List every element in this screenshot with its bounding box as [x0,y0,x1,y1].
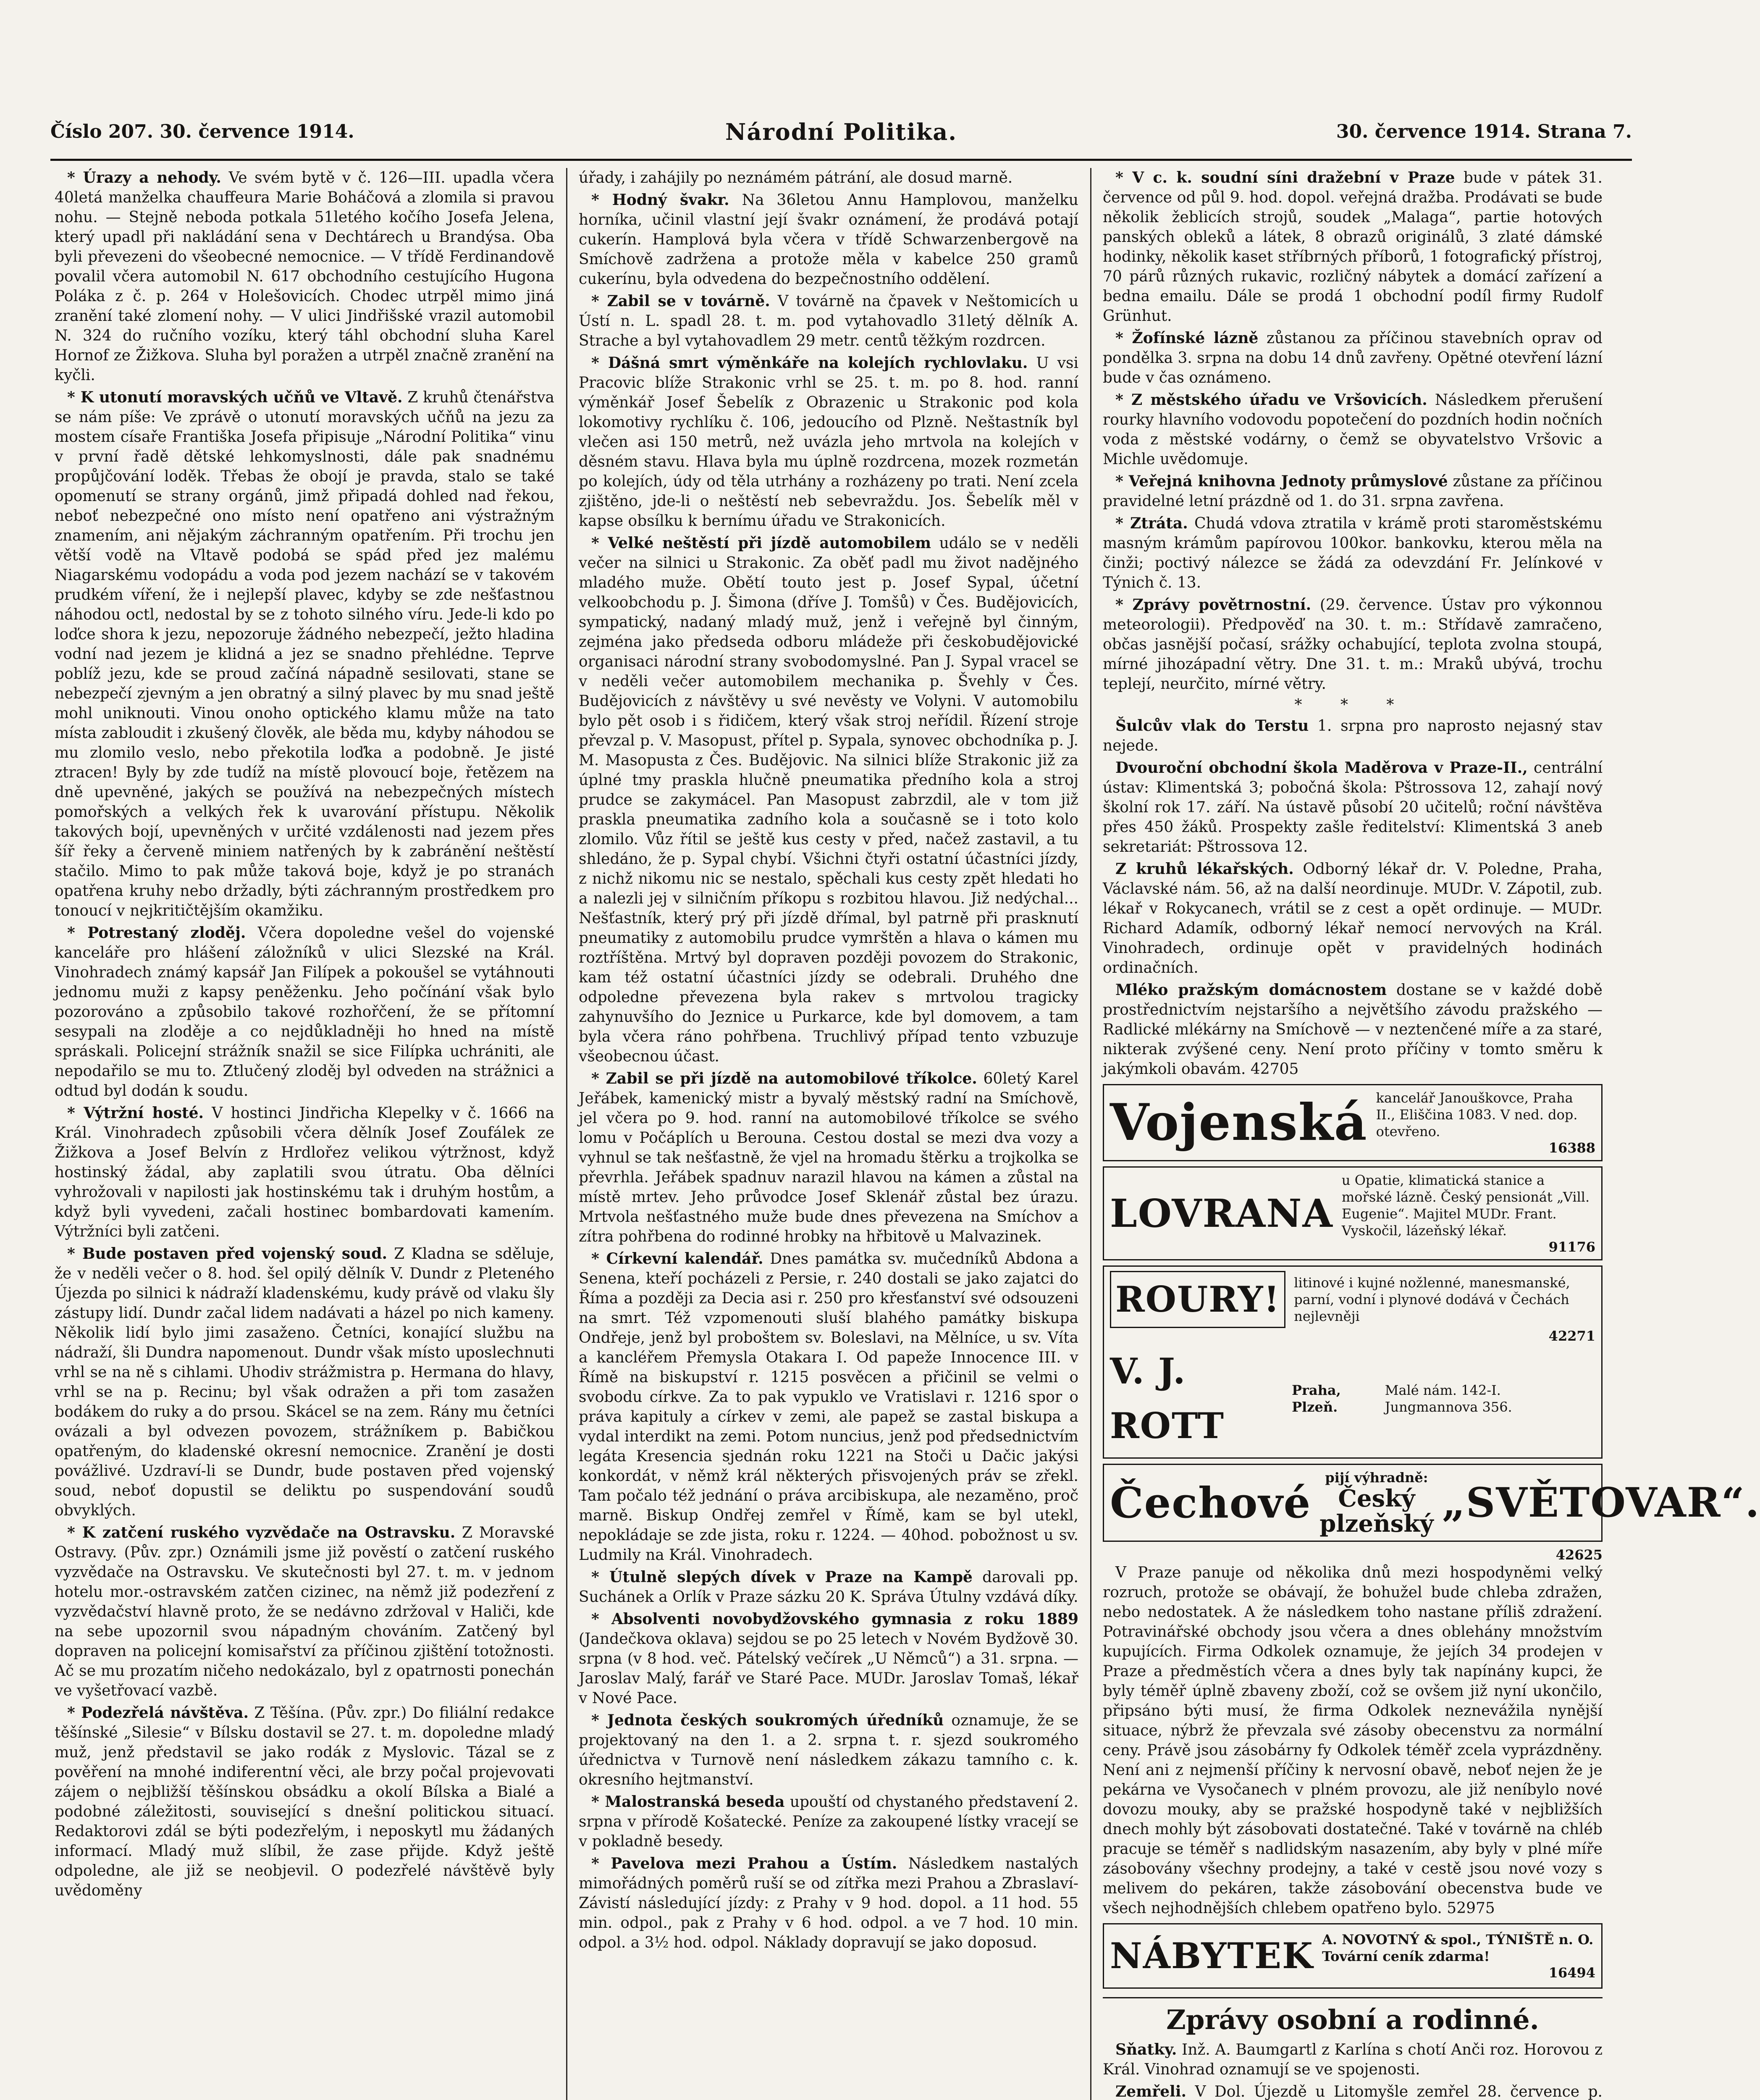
article [1103,758,1603,857]
ad-text: u Opatie, klimatická stanice a mořské lázně. Český pensionát „Vill. Eugenie“. Majitel MUDr. Frant. Vyskočil, lázeňský lékař. [1341,1172,1590,1239]
article [1103,2040,1603,2079]
article [579,1711,1078,1790]
article [1103,514,1603,593]
article-body: zůstanou za příčinou stavebních oprav od pondělka 3. srpna na dobu 14 dnů zavřeny. Opětné otevření lázní bude v čas oznámeno. [1103,330,1603,386]
article [1103,472,1603,511]
masthead [50,113,1632,161]
ad-title: ROURY! [1110,1271,1285,1328]
ad-roury [1103,1265,1603,1459]
page-info: 30. července 1914. Strana 7. [1336,121,1632,142]
article-headline: * Ztráta. [1115,514,1188,532]
article [1103,390,1603,469]
personal-items [1103,2040,1603,2100]
article [579,168,1078,188]
article-body: V hostinci Jindřicha Klepelky v č. 1666 na Král. Vinohradech způsobili včera dělník Josef Zoufálek ze Žižkova a Josef Belvín z Hrdlořez velikou výtržnost, když hostinský žádal, aby zaplatili svou útratu. Oba dělníci vyhrožovali v napilosti jak hostinskému tak i druhým hostům, a když byli vyvedeni, začali hostinec bombardovati kamením. Výtržníci byli zatčeni. [55,1105,554,1240]
article-body: U vsi Pracovic blíže Strakonic vrhl se 25. t. m. po 8. hod. ranní výměnkář Josef Šebelík z Obrazenic u Strakonic pod kola lokomotivy rychlíku č. 106, jedoucího od Plzně. Neštastník byl vlečen asi 150 metrů, než uvázla jeho mrtvola na kolejích v děsném stavu. Hlava byla mu úplně rozdrcena, mozek rozmetán po kolejích, údy od těla utrhány a rozházeny po trati. Není zcela zjištěno, jde-li o neštěstí neb sebevraždu. Jos. Šebelík měl v kapse obsílku k bernímu úřadu ve Strakonicích. [579,354,1078,530]
section-title: Zprávy osobní a rodinné. [1103,1997,1603,2036]
article-body: (29. července. Ústav pro výkonnou meteorologii). Předpověď na 30. t. m.: Střídavě zamračeno, občas jasnější počasí, srážky ochabující, teplota zvolna stoupá, mírné jihozápadní větry. Dne 31. t. m.: Mraků ubývá, trochu teplejí, neurčito, mírné větry. [1103,596,1603,693]
article-headline: * Absolventi novobydžovského gymnasia z roku 1889 [591,1610,1078,1628]
article-body: (Jandečkova oklava) sejdou se po 25 letech v Novém Bydžově 30. srpna (v 8 hod. več. Pátelský večírek „U Němců“) a 31. srpna. — Jaroslav Malý, farář ve Staré Pace. MUDr. Jaroslav Tomaš, lékař v Nové Pace. [579,1630,1078,1707]
article [579,1854,1078,1953]
article-body: Z kruhů čtenářstva se nám píše: Ve zprávě o utonutí moravských učňů na jezu za mostem císaře Františka Josefa připisuje „Národní Politika“ vinu v první řadě dětské lehkomyslnosti, dále pak snadnému propůjčování loděk. Třebas že obojí je pravda, stalo se také opomenutí se strany orgánů, jimž připadá dohled nad řekou, neboť nebezpečné ono místo není opatřeno ani výstražným znamením, ani nějakým záchranným opatřením. Při trochu jen větší vodě na Vltavě podobá se spád před jez malému Niagarskému vodopádu a voda pod jezem nachází se v takovém prudkém víření, že i nejlepší plavec, kdyby se zde nešťastnou náhodou octl, nedostal by se z tohoto silného víru. Jede-li kdo po loďce shora k jezu, nepozoruje žádného nebezpečí, ježto hladina vodní nad jezem je klidná a jez se snadno přehlédne. Teprve poblíž jezu, kde se proud začíná nápadně sesilovati, stane se nebezpečí zjevným a jen obratný a silný plavec by mu snad ještě mohl uniknouti. Vinou onoho optického klamu může na tato místa zabloudit i zkušený člověk, ale běda mu, kdyby náhodou se mu zlomilo veslo, nebo překotila loďka a podobně. Je jisté ztracen! Byly by zde tudíž na místě plovoucí boje, řetězem na dně upevněné, jakých se používá na nebezpečných místech pomořských a velkých řek k uvarování přístupu. Několik takových bojí, upevněných v určité vzdálenosti nad jezem přes šíř řeky a červeně miniem natřených by k zabránění neštěstí stačilo. Mimo to pak může taková boje, když je po stranách opatřena kruhy nebo držadly, býti záchranným prostředkem pro tonoucí v nejkritičtějším okamžiku. [55,389,554,919]
article-body: úřady, i zahájily po neznámém pátrání, ale dosud marně. [579,169,1013,186]
ad-number: 52975 [1447,1900,1495,1917]
ad-number: 16388 [1548,1140,1595,1156]
article [55,388,554,921]
article [55,1244,554,1520]
ad-text: kancelář Janouškovce, Praha II., Eliščina 1083. V ned. dop. otevřeno. [1376,1090,1578,1139]
article-body: Odborný lékař dr. V. Poledne, Praha, Václavské nám. 56, až na další neordinuje. MUDr. V. Zápotil, zub. lékař v Rokycanech, vrátil se z cest a opět ordinuje. — MUDr. Richard Adamík, odborný lékař nemocí nervových na Král. Vinohradech, ordinuje opět v pravidelných hodinách ordinačních. [1103,861,1603,976]
article-headline: * Žofínské lázně [1115,329,1259,347]
article-body: bude v pátek 31. července od půl 9. hod. dopol. veřejná dražba. Prodávati se bude několik žeblicích strojů, soudek „Malaga“, partie hotových panských obleků a látek, 8 obrazů originálů, 3 zlaté dámské hodinky, několik kaset stříbrných příborů, 1 fotografický přístroj, 70 párů různých rukavic, rozličný nábytek a domácí zařízení a bedna emailu. Dále se prodá 1 obchodní podíl firmy Rudolf Grünhut. [1103,169,1603,325]
article [579,190,1078,289]
article-odkolek [1103,1563,1603,1918]
article-headline: * Církevní kalendář. [591,1250,763,1268]
article-headline: * Zprávy povětrnostní. [1115,596,1311,614]
ad-text: A. NOVOTNÝ & spol., TÝNIŠTĚ n. O. Tovární ceník zdarma! [1322,1932,1594,1964]
article-body: upouští od chystaného představení 2. srpna v přírodě Košatecké. Peníze za zakoupené lístky vracejí se v pokladně besedy. [579,1793,1078,1850]
article-body: V Praze panuje od několika dnů mezi hospodyněmi velký rozruch, protože se obávají, že bohužel bude chleba zdražen, nebo nedostatek. A že následkem toho nastane příliš zdražení. Potravinářské obchody jsou včera a dnes oblehány množstvím kupujících. Firma Odkolek oznamuje, že jejích 34 prodejen v Praze a předměstích včera a dnes byly tak napínány kupci, že byly téměř úplně zbaveny zboží, což se ovšem již nyní ukončilo, připsáno býti musí, že firma Odkolek neznevážila nynější situace, nýbrž že převzala své zásoby obecenstvu za normální ceny. Právě jsou zásobárny fy Odkolek téměř zcela vyprázdněny. Není ani z nejmenší příčiny k nervosní obavě, neboť nejen že je pekárna ve Vysočanech v plném provozu, ale již neníbylo nové dovozu mouky, aby se pražské hospodyně také v nejbližších dnech mohly být zásobovati dostatečné. Také v továrně na chléb pracuje se téměř s nadlidským nasazením, aby byly v plné míře zásobovány všechny prodejny, a také v cestě jsou nové vozy s melivem do pekáren, takže zásobování obecenstva bude ve všech nejhodnějších chlebem opatřeno bylo. [1103,1564,1603,1917]
ad-nabytek [1103,1923,1603,1989]
article [579,1792,1078,1851]
article [579,353,1078,531]
article-body: V továrně na čpavek v Neštomicích u Ústí n. L. spadl 28. t. m. pod vytahovadlo 31letý dělník A. Strache a byl vytahovadlem 29 metr. centů těžkým rozdrcen. [579,293,1079,349]
article-headline: Sňatky. [1115,2041,1177,2058]
article [55,1103,554,1242]
column-1 [55,168,554,2100]
column-2 [579,168,1078,2100]
ad-number: 42705 [1250,1060,1299,1078]
article-headline: Dvouroční obchodní škola Maděrova v Praze-II., [1115,759,1528,777]
article-body: V Dol. Újezdě u Litomyšle zemřel 28. července p. [1195,2083,1603,2100]
article [579,533,1078,1066]
article-headline: * Zabil se v továrně. [591,292,770,310]
article [579,1567,1078,1607]
article [55,923,554,1101]
article [579,1609,1078,1708]
article-body: Z Moravské Ostravy. (Pův. zpr.) Oznámili jsme již pověstí o zatčení ruského vyzvědače na Ostravsku. Ve skutečnosti byl 27. t. m. v jednom hotelu mor.-ostravském zatčen cizinec, na němž již podezření z vyzvědačství hlavně proto, že se nedávno zdržoval v Haliči, kde na sebe upozornil svou nápadným chováním. Zatčený byl dopraven na policejní komisařství za příčinou zjištění totožnosti. Ač se mu prozatím ničeho nedokázalo, byl z opatrnosti ponechán ve vyšetřovací vazbě. [55,1524,554,1699]
ad-number: 16494 [1548,1965,1595,1981]
article-headline: Mléko pražským domácnostem [1115,981,1387,999]
ad-lovrana [1103,1166,1603,1260]
article-headline: * Potrestaný zloděj. [67,924,246,942]
article-headline: * Veřejná knihovna Jednoty průmyslové [1115,472,1448,490]
article [1103,716,1603,756]
article-body: dostane se v každé době prostřednictvím nejstaršího a největšího závodu pražského — Radlické mlékárny na Smíchově — v neztenčené míře a za staré, nikterak zvýšené ceny. Není proto příčiny v tomto směru k jakýmkoli obavám. [1103,982,1603,1078]
column-3-articles [1103,168,1603,694]
article [1103,168,1603,326]
article-headline: * Výtržní hosté. [67,1104,204,1122]
article-body: Následkem nastalých mimořádných poměrů ruší se od zítřka mezi Prahou a Zbraslaví-Závistí následující jízdy: z Prahy v 9 hod. dopol. a 11 hod. 55 min. odpol., pak z Prahy v 6 hod. odpol. a ve 7 hod. 10 min. odpol. a 3½ hod. odpol. Náklady dopravují se jako doposud. [579,1855,1078,1951]
ad-svetovar [1103,1464,1760,1542]
article-body: Na 36letou Annu Hamplovou, manželku horníka, učinil vlastní její švakr oznámení, že prodává potají cukerín. Hamplová byla včera v třídě Schwarzenbergově na Smíchově zadržena a protože měla v kabelce 250 gramů cukerínu, byla odvedena do bezpečnostního oddělení. [579,192,1078,288]
ad-city: Praha, Plzeň. [1292,1382,1341,1415]
ad-title: Vojenská [1110,1093,1368,1152]
article [55,1523,554,1701]
article [1103,980,1603,1079]
ad-number: 42271 [1548,1328,1595,1344]
column-divider [566,168,567,2100]
article-body: oznamuje, že se projektovaný na den 1. a 2. srpna t. r. sjezd soukromého úřednictva v Turnově není následkem zákazu tamního c. k. okresního hejtmanství. [579,1712,1078,1788]
article [579,1249,1078,1565]
article [1103,328,1603,388]
issue-info: Číslo 207. 30. července 1914. [50,121,354,142]
article-headline: * K utonutí moravských učňů ve Vltavě. [67,388,403,406]
ad-title: NÁBYTEK [1110,1935,1314,1977]
article-body: 60letý Karel Jeřábek, kamenický mistr a byvalý městský radní na Smíchově, jel včera po 9. hod. ranní na automobilové tříkolce se svého lomu v Počáplích u Berouna. Cestou dostal se mezi dva vozy a vyhnul se tak nešťastně, že vjel na hromadu štěrku a trojkolka se převrhla. Jeřábek spadnuv narazil hlavou na kámen a zůstal na místě mrtev. Jeho průvodce Josef Sklenář zůstal bez úrazu. Mrtvola nešťastného muže bude dnes převezena na Smíchov a zítra pohřbena do rodinné hrobky na hřbitově u Malvazinek. [579,1070,1078,1245]
ad-title: Čechové [1110,1478,1311,1528]
separator-stars: * * * [1294,696,1411,714]
article-headline: * Dášná smrt výměnkáře na kolejích rychlovlaku. [591,354,1028,372]
column-divider [1090,168,1091,2100]
article-body: centrální ústav: Klimentská 3; pobočná škola: Pštrossova 12, zahají nový školní rok 17. září. Na ústavě působí 20 učitelů; roční návštěva přes 450 žáků. Prospekty zašle ředitelství: Klimentská 3 aneb sekretariát: Pštrossova 12. [1103,759,1603,856]
article [579,291,1078,351]
article-body: Inž. A. Baumgartl z Karlína s chotí Anči roz. Horovou z Král. Vinohrad oznamují se ve spojenosti. [1103,2041,1603,2078]
newspaper-title: Národní Politika. [725,118,957,145]
article-headline: * Podezřelá návštěva. [67,1704,249,1722]
article-headline: * V c. k. soudní síni dražební v Praze [1115,169,1455,186]
article [55,168,554,385]
ad-text: pijí výhradně: [1325,1470,1428,1486]
article-body: Chudá vdova ztratila v krámě proti staroměstskému masným krámům papírovou 100kor. bankovku, kterou měla na činži; poctivý nálezce se žádá za odevzdání Fr. Jelínkové v Týnich č. 13. [1103,515,1603,591]
article [579,1069,1078,1247]
ad-number: 91176 [1548,1239,1595,1255]
article-body: Ve svém bytě v č. 126—III. upadla včera 40letá manželka chauffeura Marie Boháčová a zlomila si pravou nohu. — Stejně neboda potkala 51letého kočího Josefa Jelena, který upadl při nakládání sena v Dechtárech u Brandýsa. Oba byli převezeni do všeobecné nemocnice. — V třídě Ferdinandově povalil včera automobil N. 617 obchodního cestujícího Hugona Poláka z č. p. 264 v Holešovicích. Chodec utrpěl mimo jiná zranění také zlomení nohy. — V ulici Jindřišské vrazil automobil N. 324 do ručního vozíku, který táhl obchodní sluha Karel Hornof ze Žižkova. Sluha byl poražen a utrpěl značně zranění na kyčli. [55,169,555,384]
ad-text: Český plzeňský [1319,1485,1434,1538]
article-headline: * Úrazy a nehody. [67,169,221,186]
ad-brand: „SVĚTOVAR“. [1442,1479,1760,1526]
article-headline: * Útulně slepých dívek v Praze na Kampě [591,1568,973,1586]
article-headline: * Jednota českých soukromých úředníků [591,1712,944,1729]
article-headline: Zemřeli. [1115,2083,1187,2100]
column-3 [1103,168,1760,2100]
ad-address: Malé nám. 142-I. Jungmannova 356. [1385,1382,1512,1415]
article-headline: * Hodný švakr. [591,191,729,209]
article-headline: * K zatčení ruského vyzvědače na Ostravsku. [67,1524,456,1541]
article [1103,595,1603,694]
ad-vojenska [1103,1084,1603,1161]
article-body: Z Kladna se sděluje, že v neděli večer o 8. hod. šel opilý dělník V. Dundr z Pleteného Újezda po silnici k nádraží kladenskému, kudy právě od vlaku šly zástupy lidí. Dundr začal lidem nadávati a házel po nich kameny. Několik lidí bylo jimi zasaženo. Četníci, konající službu na nádraží, šli Dundra napomenout. Dundr však místo uposlechnuti vrhl se na ně s cihlami. Uhodiv strážmistra p. Hermana do hlavy, vrhl se na p. Recinu; byl však odražen a při tom zasažen bodákem do ruky a do prsou. Skácel se na zem. Rány mu četníci ovázali a byl odvezen povozem, strážníkem p. Babičkou opatřeným, do kladenské okresní nemocnice. Zranění je dosti povážlivé. Uzdraví-li se Dundr, bude postaven před vojenský soud, neboť dopustil se deliktu po suspendování soudů obvyklých. [55,1245,555,1519]
article [1103,2082,1603,2100]
article [1103,859,1603,978]
article-headline: * Malostranská beseda [591,1793,785,1811]
article-body: Následkem přerušení rourky hlavního vodovodu popotečení do pozdních hodin nočních voda z městské vodárny, o čemž se obyvatelstvo Vršovic a Michle uvědomuje. [1103,391,1603,468]
article-body: zůstane za příčinou pravidelné letní prázdně od 1. do 31. srpna zavřena. [1103,473,1603,510]
ad-title: LOVRANA [1110,1191,1333,1236]
article-body: 1. srpna pro naprosto nejasný stav nejede. [1103,717,1603,754]
article-headline: * Pavelova mezi Prahou a Ústím. [591,1855,897,1872]
article-headline: * Bude postaven před vojenský soud. [67,1245,388,1263]
ad-number: 42625 [1555,1547,1603,1563]
article-body: darovali pp. Suchánek a Orlík v Praze sázku 20 K. Správa Útulny vzdává díky. [579,1569,1078,1606]
ad-text: litinové i kujné nožlenné, manesmanské, parní, vodní i plynové dodává v Čechách nejlevněji [1294,1275,1570,1324]
ad-company: V. J. ROTT [1110,1350,1225,1446]
article-headline: * Zabil se při jízdě na automobilové tříkolce. [591,1070,977,1087]
article-headline: Šulcův vlak do Terstu [1115,717,1309,735]
article-body: Z Těšína. (Pův. zpr.) Do filiální redakce těšínské „Silesie“ v Bílsku dostavil se 27. t. m. dopoledne mladý muž, jenž představil se jako rodák z Myslovic. Tázal se z pověření na mnohé indiferentní věci, ale brzy počal projevovati zájem o nejbližší těšínskou obsádku a okolí Bílska a Bialé a podobné záležitosti, související s dnešní politickou situací. Redaktorovi zdál se býti podezřelým, i neposkytl mu žádaných informací. Mladý muž slíbil, že zase přijde. Když ještě odpoledne, ale již se neobjevil. O podezřelé návštěvě byly uvědoměny [55,1704,554,1899]
article-body: Včera dopoledne vešel do vojenské kanceláře pro hlášení záložníků v ulici Slezské na Král. Vinohradech známý kapsář Jan Filípek a pokoušel se vytáhnouti jednomu muži z kapsy peněženku. Jeho počínání však bylo pozorováno a způsobilo takové rozhořčení, že se přítomní sesypali na zloděje a co nejdůkladněji ho hned na místě spráskali. Policejní strážník snažil se sice Filípka uchrániti, ale nepodařilo se mu to. Ztlučený zloděj byl odveden na strážnici a odtud byl dodán k soudu. [55,924,554,1100]
article-headline: Z kruhů lékařských. [1115,860,1294,878]
article-body: událo se v neděli večer na silnici u Strakonic. Za oběť padl mu život nadějného mladého muže. Obětí touto jest p. Josef Sypal, účetní velkoobchodu p. J. Šimona (dříve J. Tomšů) v Čes. Budějovicích, sympatický, nadaný mladý muž, jenž i veřejně byl činným, zejména jako předseda odboru mládeže při českobudějovické organisaci národní strany svobodomyslné. Pan J. Sypal vracel se v neděli večer automobilem mechanika p. Švehly v Čes. Budějovicích z návštěvy u své nevěsty ve Volyni. V automobilu bylo pět osob i s řidičem, který však stroj neřídil. Řízení stroje převzal p. V. Masopust, přítel p. Sypala, synovec obchodníka p. J. M. Masopusta z Čes. Budějovic. Na silnici blíže Strakonic již za úplné tmy praskla hlučně pneumatika předního kola a stroj prudce se zakymácel. Pan Masopust zabrzdil, ale v tom již praskla pneumatika zadního kola a současně se i toto kolo zlomilo. Vůz řítil se ještě kus cesty v před, načež zastavil, a tu shledáno, že p. Sypal chybí. Všichni čtyři ostatní účastníci jízdy, z nichž nikomu nic se nestalo, spěchali kus cesty zpět hledati ho a nalezli jej v silničním příkopu s rozbitou hlavou. Již nedýchal... Nešťastník, který prý při jízdě dřímal, byl patrně při prasknutí pneumatiky z automobilu prudce vymrštěn a hlava o kámen mu roztříštěna. Mrtvý byl dopraven později povozem do Strakonic, kam též ostatní účastníci jízdy se odebrali. Druhého dne odpoledne převezena byla rakev s mrtvolou tragicky zahynuvšího do Jeznice u Purkarce, kde byl domovem, a tam byla včera ráno pohřbena. Truchlivý případ tento vzbuzuje všeobecnou účast. [579,535,1079,1065]
article-body: Dnes památka sv. mučedníků Abdona a Senena, kteří pocházeli z Persie, r. 240 dostali se jako zajatci do Říma a později za Decia asi r. 250 pro křesťanství své odsouzeni na smrt. Též vzpomenouti sluší blahého památky biskupa Ondřeje, jenž byl proboštem sv. Boleslavi, na Mělníce, u sv. Víta a kancléřem Přemysla Otakara I. Od papeže Innocence III. v Římě na biskupství r. 1215 posvěcen a přičinil se velmi o svobodu církve. Za to pak vypuklo ve Vratislavi r. 1216 spor o práva kapituly a církev v zemi, ale papež se zastal biskupa a vydal interdikt na zemi. Potom nuncius, jenž pod předsednictvím legáta Kresencia sjednán roku 1221 na Stoči u Dačic jakýsi konkordát, v němž král některých přisvojených práv se zřekl. Tam počalo též jednání o práva arcibiskupa, ale nezaměno, proč marně. Biskup Ondřej zemřel v Římě, kam se byl utekl, nepokládaje se zde jista, roku r. 1224. — 40hod. pobožnost u sv. Ludmily na Král. Vinohradech. [579,1250,1078,1564]
article [55,1703,554,1900]
article-headline: * Z městského úřadu ve Vršovicích. [1115,391,1427,409]
article-headline: * Velké neštěstí při jízdě automobilem [591,534,931,552]
columns [55,168,1760,2100]
